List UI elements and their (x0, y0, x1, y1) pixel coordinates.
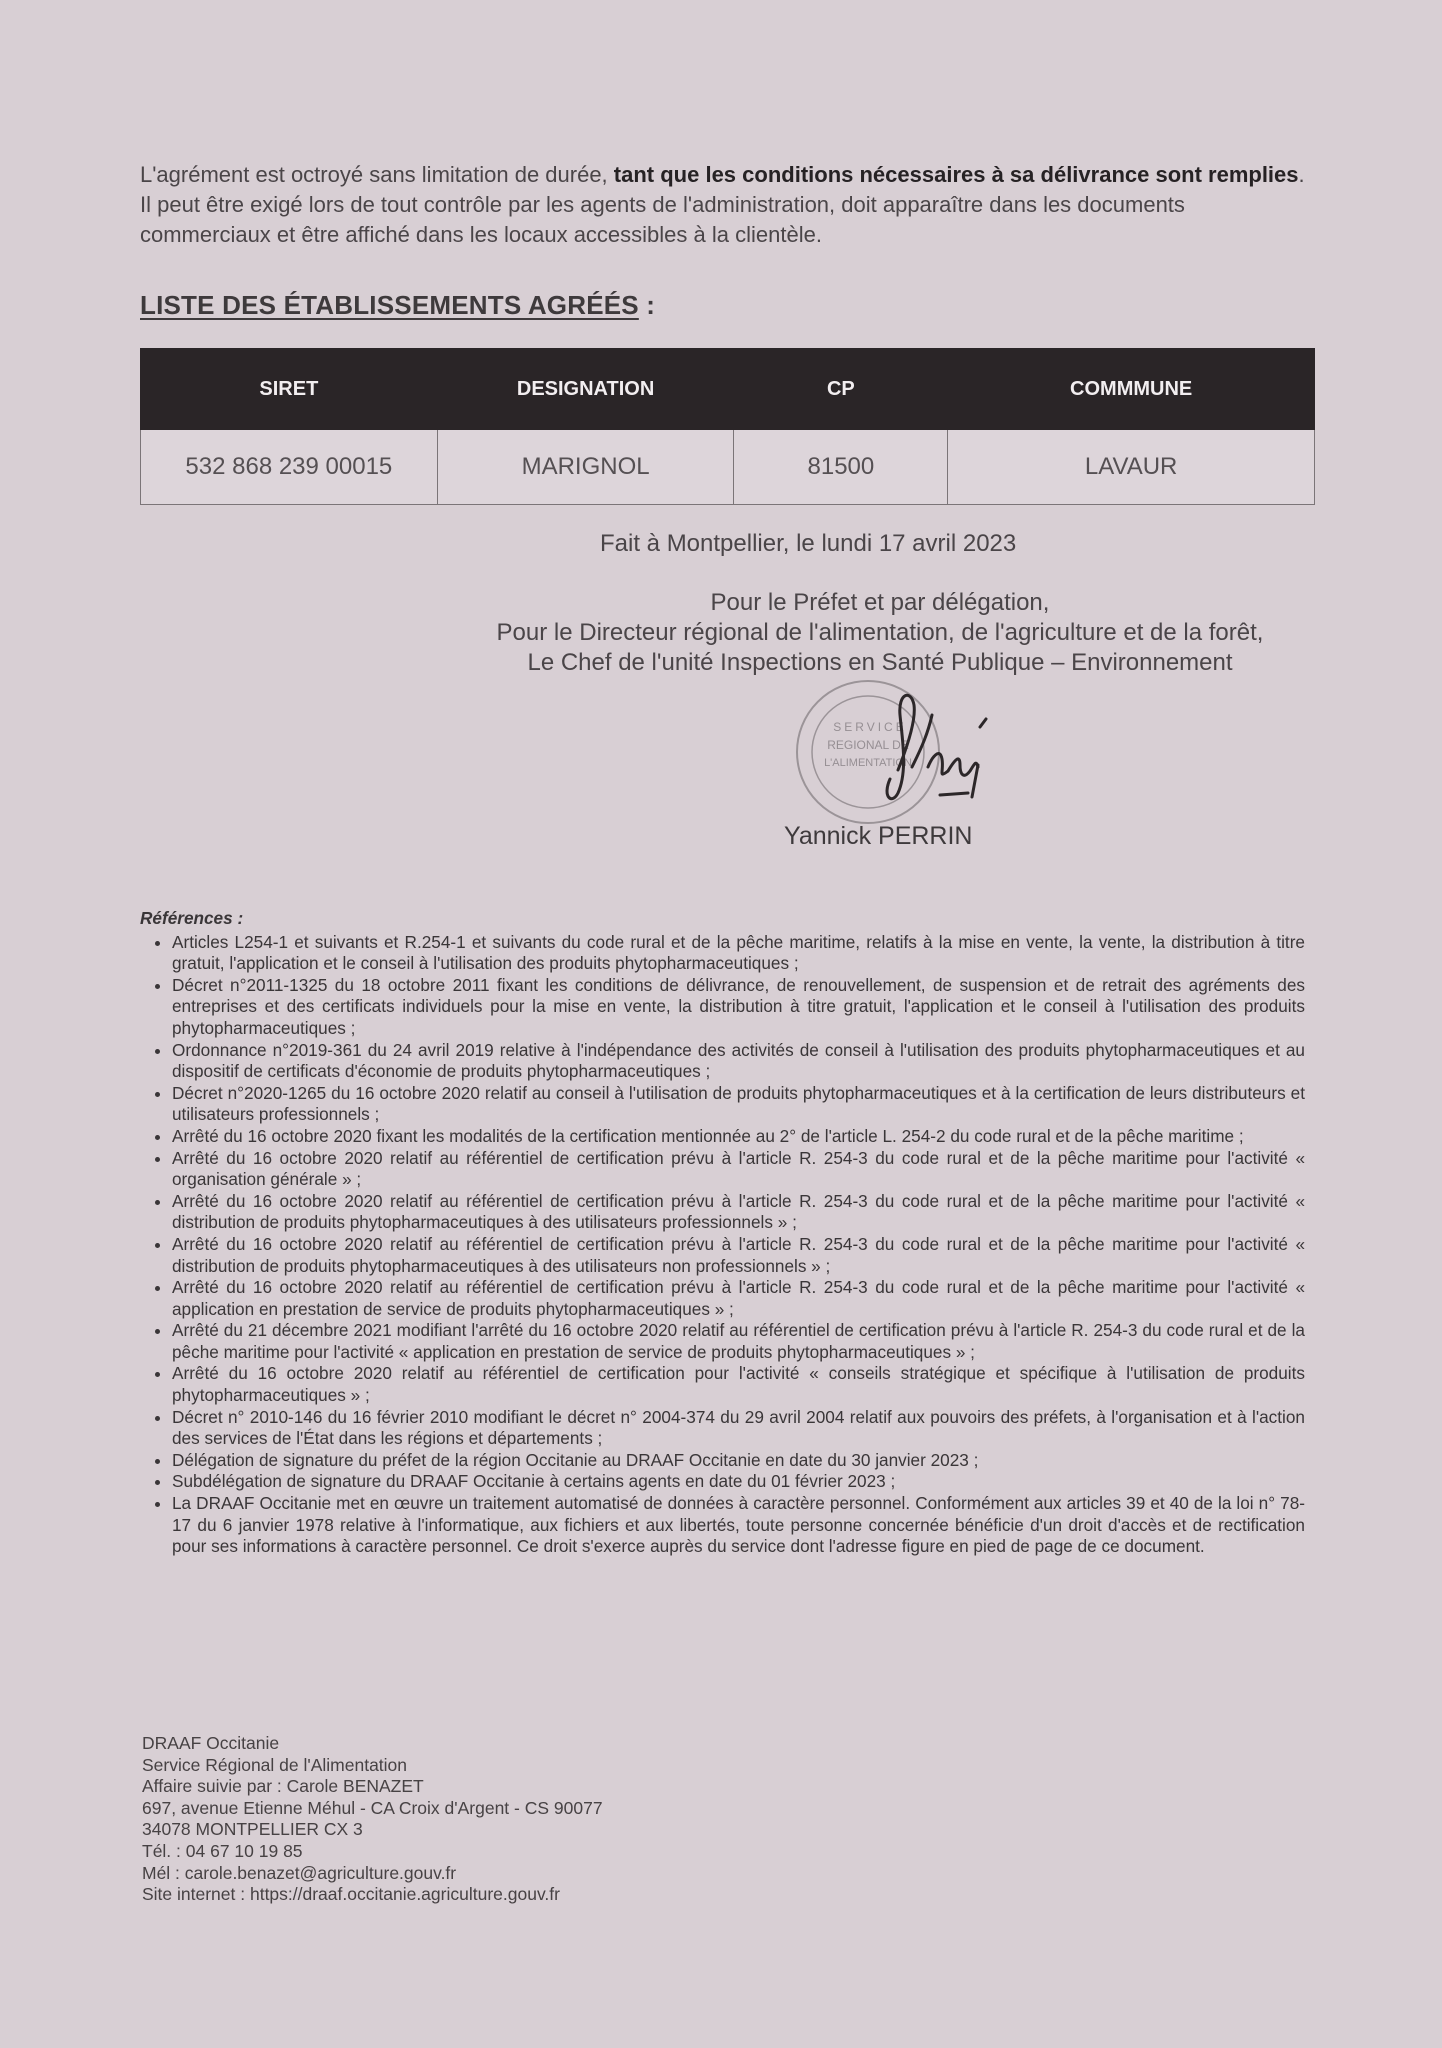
signature-line-2: Pour le Directeur régional de l'alimentation, de l'agriculture et de la forêt, (496, 619, 1264, 646)
footer-city: 34078 MONTPELLIER CX 3 (142, 1819, 363, 1840)
list-item: • Délégation de signature du préfet de la région Occitanie au DRAAF Occitanie en date du 30 janvier 2023 ; (172, 1450, 1305, 1472)
establishments-table (140, 348, 1315, 505)
list-item: • La DRAAF Occitanie met en œuvre un traitement automatisé de données à caractère personnel. Conformément aux articles 39 et 40 de la loi n° 78-17 du 6 janvier 1978 relative à l'informatique, aux fichiers et aux libertés, toute personne concernée bénéficie d'un droit d'accès et de rectification pour ses informations à caractère personnel. Ce droit s'exerce auprès du service dont l'adresse figure en pied de page de ce document. (172, 1493, 1305, 1558)
table-header-row (141, 349, 1315, 430)
intro-text-2: . Il peut être exigé lors de tout contrôle par les agents de l'administration, doit apparaître dans les documents commerciaux et être affiché dans les locaux accessibles à la clientèle. (140, 162, 1305, 247)
header-siret: SIRET (141, 349, 438, 430)
intro-bold-text: tant que les conditions nécessaires à sa délivrance sont remplies (613, 162, 1299, 187)
stamp-line-1: SERVICE (833, 720, 907, 734)
list-item: • Articles L254-1 et suivants et R.254-1 et suivants du code rural et de la pêche maritime, relatifs à la mise en vente, la vente, la distribution à titre gratuit, l'application et le conseil à l'utilisation des produits phytopharmaceutiques ; (172, 932, 1305, 975)
list-item: • Décret n° 2010-146 du 16 février 2010 modifiant le décret n° 2004-374 du 29 avril 2004 relatif aux pouvoirs des préfets, à l'organisation et à l'action des services de l'État dans les régions et départements ; (172, 1407, 1305, 1450)
footer-address: 697, avenue Etienne Méhul - CA Croix d'Argent - CS 90077 (142, 1797, 603, 1818)
signature-line-3: Le Chef de l'unité Inspections en Santé Publique – Environnement (527, 649, 1233, 676)
list-title (140, 290, 655, 321)
list-item: • Arrêté du 16 octobre 2020 relatif au référentiel de certification prévu à l'article R. 254-3 du code rural et de la pêche maritime pour l'activité « organisation générale » ; (172, 1148, 1305, 1191)
handwritten-signature-icon (887, 695, 986, 798)
footer-contact-person: Affaire suivie par : Carole BENAZET (142, 1776, 424, 1797)
references-section (140, 908, 1305, 1558)
cell-designation: MARIGNOL (437, 430, 734, 505)
footer-phone: Tél. : 04 67 10 19 85 (142, 1840, 303, 1861)
list-title-suffix: : (638, 290, 656, 320)
footer-org: DRAAF Occitanie (142, 1733, 280, 1753)
header-commune: COMMMUNE (948, 349, 1315, 430)
list-item: • Arrêté du 21 décembre 2021 modifiant l'arrêté du 16 octobre 2020 relatif au référentiel de certification prévu à l'article R. 254-3 du code rural et de la pêche maritime pour l'activité « application en prestation de service de produits phytopharmaceutiques » ; (172, 1320, 1305, 1363)
cell-cp: 81500 (734, 430, 948, 505)
list-item: • Décret n°2020-1265 du 16 octobre 2020 relatif au conseil à l'utilisation de produits phytopharmaceutiques et à la certification de leurs distributeurs et utilisateurs professionnels ; (172, 1083, 1305, 1126)
intro-paragraph (140, 160, 1305, 250)
table-row (141, 430, 1315, 505)
footer-email: Mél : carole.benazet@agriculture.gouv.fr (142, 1862, 457, 1883)
footer-website: Site internet : https://draaf.occitanie.agriculture.gouv.fr (142, 1884, 560, 1905)
stamp-line-3: L'ALIMENTATION (824, 757, 912, 769)
list-item: • Arrêté du 16 octobre 2020 relatif au référentiel de certification prévu à l'article R. 254-3 du code rural et de la pêche maritime pour l'activité « distribution de produits phytopharmaceutiques à des utilisateurs professionnels » ; (172, 1191, 1305, 1234)
footer-contact (142, 1733, 603, 1906)
list-title-text: LISTE DES ÉTABLISSEMENTS AGRÉÉS (140, 290, 639, 320)
references-title: Références : (140, 908, 244, 928)
list-item: • Arrêté du 16 octobre 2020 relatif au référentiel de certification prévu à l'article R. 254-3 du code rural et de la pêche maritime pour l'activité « distribution de produits phytopharmaceutiques à des utilisateurs non professionnels » ; (172, 1234, 1305, 1277)
references-list (140, 932, 1305, 1558)
cell-siret: 532 868 239 00015 (141, 430, 438, 505)
cell-commune: LAVAUR (948, 430, 1315, 505)
list-item: • Arrêté du 16 octobre 2020 fixant les modalités de la certification mentionnée au 2° de l'article L. 254-2 du code rural et de la pêche maritime ; (172, 1126, 1305, 1148)
footer-service: Service Régional de l'Alimentation (142, 1754, 408, 1775)
list-item: • Subdélégation de signature du DRAAF Occitanie à certains agents en date du 01 février 2023 ; (172, 1471, 1305, 1493)
list-item: • Décret n°2011-1325 du 18 octobre 2011 fixant les conditions de délivrance, de renouvellement, de suspension et de retrait des agréments des entreprises et des certificats individuels pour la mise en vente, la distribution à titre gratuit, l'application et le conseil à l'utilisation des produits phytopharmaceutiques ; (172, 975, 1305, 1040)
list-item: • Arrêté du 16 octobre 2020 relatif au référentiel de certification prévu à l'article R. 254-3 du code rural et de la pêche maritime pour l'activité « application en prestation de service de produits phytopharmaceutiques » ; (172, 1277, 1305, 1320)
header-cp: CP (734, 349, 948, 430)
place-date: Fait à Montpellier, le lundi 17 avril 2023 (600, 530, 1017, 557)
signature-line-1: Pour le Préfet et par délégation, (710, 589, 1050, 616)
signature-block (440, 588, 1320, 678)
signer-name: Yannick PERRIN (784, 822, 973, 850)
list-item: • Arrêté du 16 octobre 2020 relatif au référentiel de certification pour l'activité « conseils stratégique et spécifique à l'utilisation de produits phytopharmaceutiques » ; (172, 1363, 1305, 1406)
list-item: • Ordonnance n°2019-361 du 24 avril 2019 relative à l'indépendance des activités de conseil à l'utilisation des produits phytopharmaceutiques et au dispositif de certificats d'économie de produits phytopharmaceutiques ; (172, 1040, 1305, 1083)
stamp-line-2: REGIONAL DE (827, 738, 909, 752)
header-designation: DESIGNATION (437, 349, 734, 430)
intro-text-1: L'agrément est octroyé sans limitation de durée, (140, 162, 614, 187)
official-stamp-icon (790, 675, 1050, 825)
